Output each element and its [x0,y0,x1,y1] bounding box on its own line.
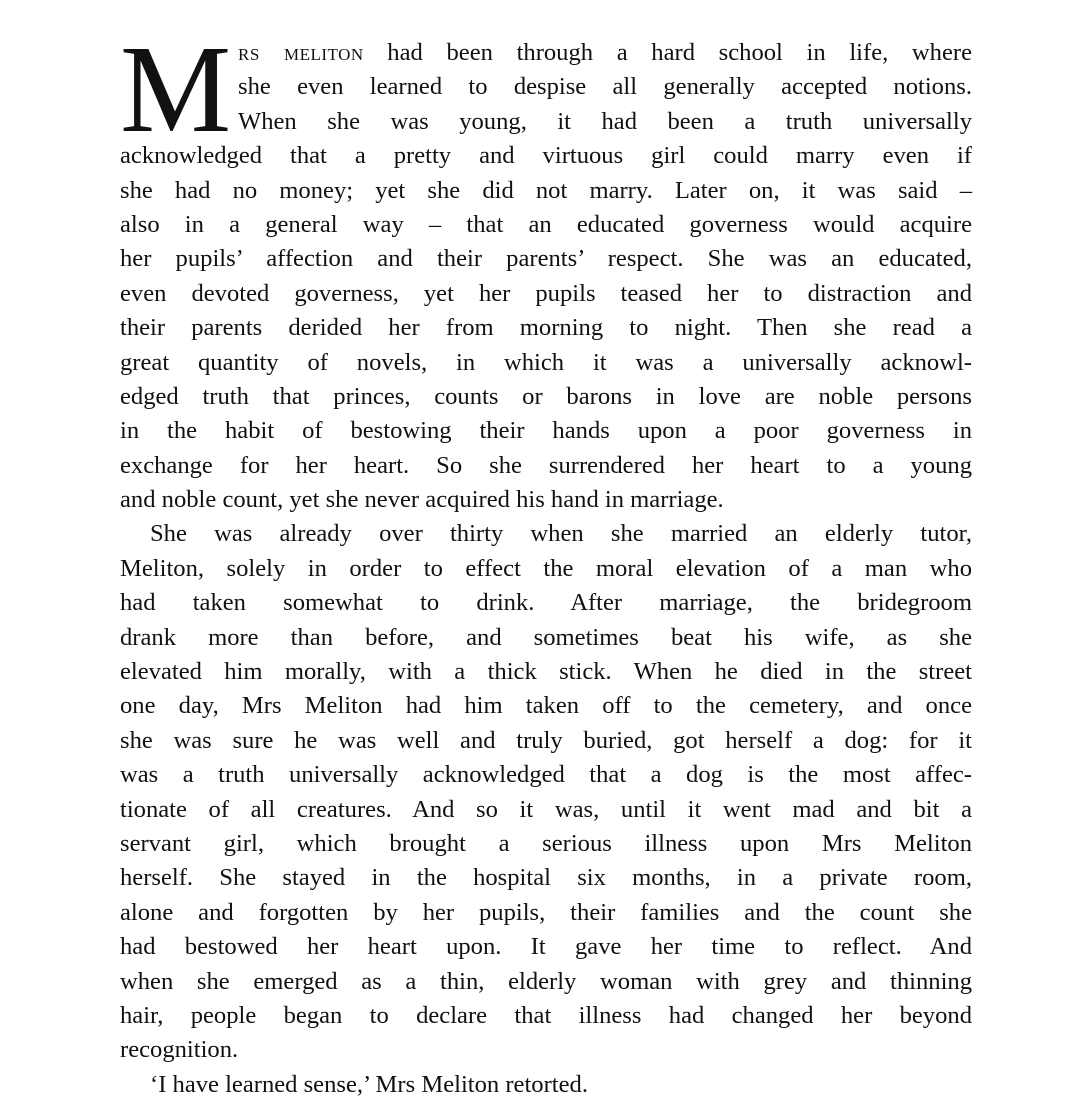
text-line: drank more than before, and sometimes beat his wife, as she [120,623,972,651]
text-line: hair, people began to declare that illness had changed her beyond [120,1001,972,1029]
text-line: had bestowed her heart upon. It gave her time to reflect. And [120,933,972,961]
text-line: their parents derided her from morning to night. Then she read a [120,314,972,342]
text-line: when she emerged as a thin, elderly woman with grey and thinning [120,967,972,995]
text-line: exchange for her heart. So she surrendered her heart to a young [120,451,972,479]
text-line: Meliton, solely in order to effect the moral elevation of a man who [120,554,972,582]
text-line: also in a general way – that an educated governess would acquire [120,210,972,238]
text-line: servant girl, which brought a serious illness upon Mrs Meliton [120,829,972,857]
text-line: She was already over thirty when she married an elderly tutor, [150,520,972,548]
text-line: she even learned to despise all generally accepted notions. [238,73,972,101]
text-line: and noble count, yet she never acquired his hand in marriage. [120,486,724,514]
text-line: recognition. [120,1036,239,1064]
drop-cap: M [120,21,232,159]
text-line: was a truth universally acknowledged that a dog is the most affec- [120,761,972,789]
text-line: in the habit of bestowing their hands upon a poor governess in [120,417,972,445]
text-line: When she was young, it had been a truth universally [238,107,972,135]
text-line: ‘I have learned sense,’ Mrs Meliton retorted. [150,1070,588,1098]
lead-in-smallcaps: rs meliton [238,39,364,66]
text-line: great quantity of novels, in which it was a universally acknowl- [120,348,972,376]
paragraph-2 [120,517,972,1067]
paragraph-1 [120,21,973,517]
paragraph-3 [120,1068,972,1102]
text-line: rs meliton had been through a hard school in life, where [238,39,973,66]
text-line: edged truth that princes, counts or barons in love are noble persons [120,382,972,410]
text-line: she had no money; yet she did not marry. Later on, it was said – [120,176,972,204]
text-line: herself. She stayed in the hospital six months, in a private room, [120,864,972,892]
text-line: her pupils’ affection and their parents’ respect. She was an educated, [120,245,972,273]
book-page [120,21,973,1102]
text-line: one day, Mrs Meliton had him taken off to the cemetery, and once [120,692,972,720]
text-line: had taken somewhat to drink. After marriage, the bridegroom [120,589,972,617]
text-line: even devoted governess, yet her pupils teased her to distraction and [120,279,972,307]
text-line: alone and forgotten by her pupils, their families and the count she [120,898,972,926]
text-line: she was sure he was well and truly buried, got herself a dog: for it [120,726,972,754]
text-line: acknowledged that a pretty and virtuous girl could marry even if [120,142,972,170]
text-line: tionate of all creatures. And so it was, until it went mad and bit a [120,795,972,823]
text-line: elevated him morally, with a thick stick. When he died in the street [120,658,972,686]
